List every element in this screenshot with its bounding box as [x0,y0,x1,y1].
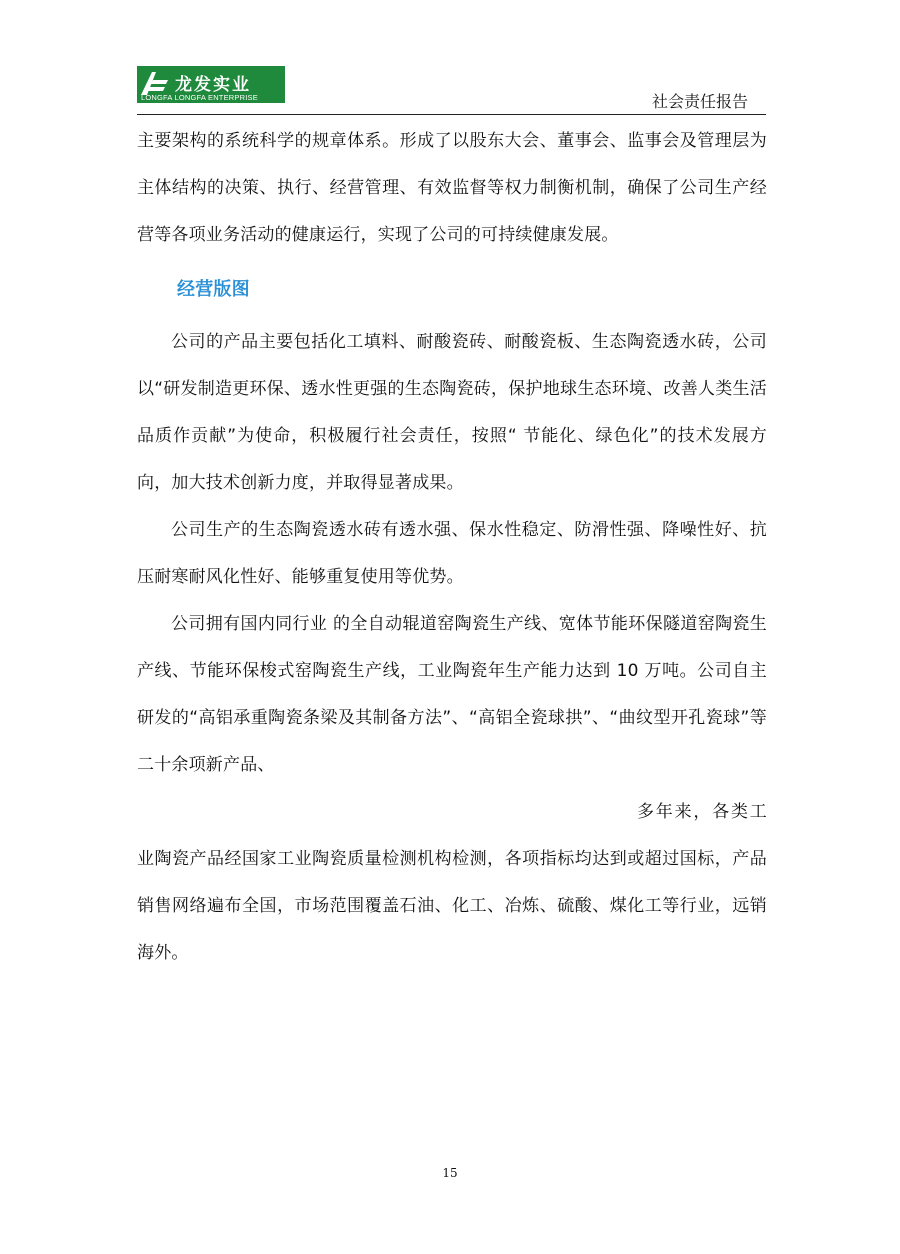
intro-paragraph: 主要架构的系统科学的规章体系。形成了以股东大会、董事会、监事会及管理层为主体结构的决策、执行、经营管理、有效监督等权力制衡机制，确保了公司生产经营等各项业务活动的健康运行，实现了公司的可持续健康发展。 [137,131,767,245]
body-paragraph-1: 公司的产品主要包括化工填料、耐酸瓷砖、耐酸瓷板、生态陶瓷透水砖，公司以“研发制造更环保、透水性更强的生态陶瓷砖，保护地球生态环境、改善人类生活品质作贡献”为使命，积极履行社会责任，按照“ 节能化、绿色化”的技术发展方向，加大技术创新力度，并取得显著成果。 [137,332,767,493]
report-title: 社会责任报告 [651,92,748,111]
page-content [137,118,767,977]
body-paragraph-3: 公司拥有国内同行业 的全自动辊道窑陶瓷生产线、宽体节能环保隧道窑陶瓷生产线、节能环保梭式窑陶瓷生产线，工业陶瓷年生产能力达到 10 万吨。公司自主研发的“高铝承重陶瓷条梁及其制备方法”、“高铝全瓷球拱”、“曲纹型开孔瓷球”等二十余项新产品、 [137,614,767,775]
logo-english-name: LONGFA LONGFA ENTERPRISE [141,93,258,102]
page-number: 15 [442,1166,458,1180]
section-heading: 经营版图 [177,278,250,300]
logo-chinese-name: 龙发实业 [175,74,251,95]
company-logo [137,66,285,103]
body-paragraph-4: 多年来，各类工业陶瓷产品经国家工业陶瓷质量检测机构检测，各项指标均达到或超过国标，产品销售网络遍布全国，市场范围覆盖石油、化工、冶炼、硫酸、煤化工等行业，远销海外。 [137,802,767,963]
body-paragraph-2: 公司生产的生态陶瓷透水砖有透水强、保水性稳定、防滑性强、降噪性好、抗压耐寒耐风化性好、能够重复使用等优势。 [137,520,767,587]
header-divider [137,114,766,115]
